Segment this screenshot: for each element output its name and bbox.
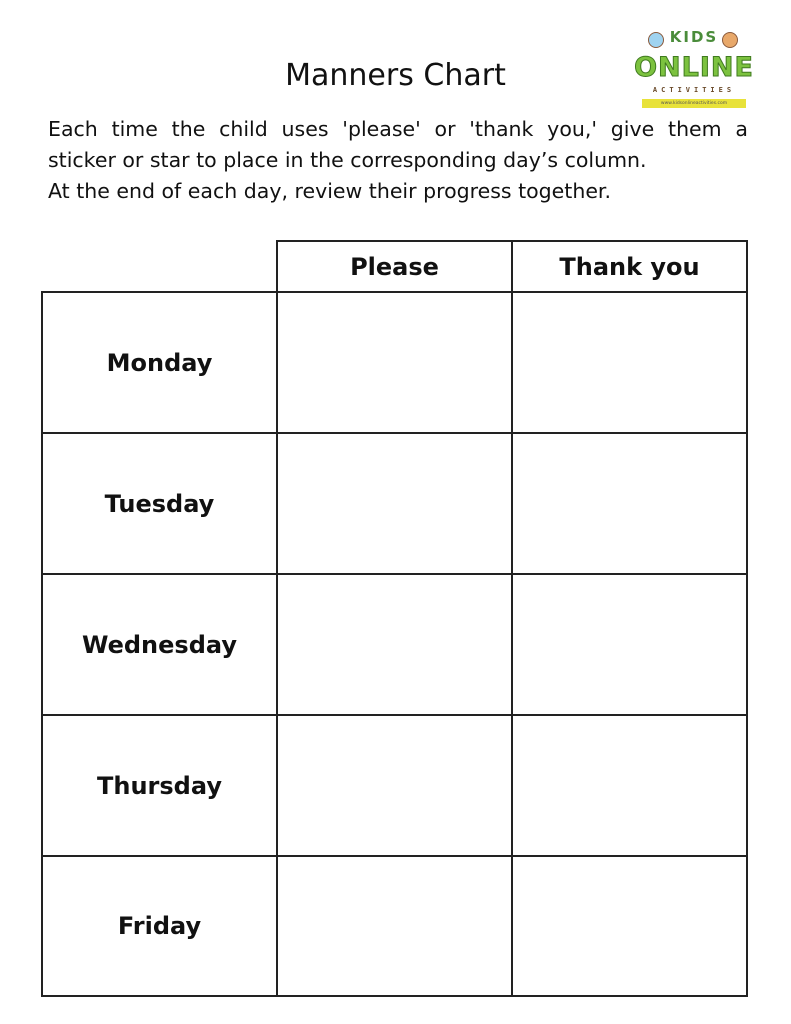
row-label-friday: Friday — [117, 912, 202, 940]
logo-url: www.kidsonlineactivities.com — [642, 99, 746, 108]
sticker-cell-tuesday-please — [278, 434, 511, 573]
instructions — [48, 114, 748, 207]
logo-kids-text: KIDS — [669, 28, 719, 46]
sticker-cell-friday-please — [278, 857, 511, 995]
column-header-thank-you: Thank you — [559, 252, 700, 281]
instructions-line: At the end of each day, review their progress together. — [48, 179, 611, 203]
sticker-cell-monday-thank-you — [513, 293, 746, 432]
kids-online-activities-logo — [634, 26, 754, 112]
sticker-cell-monday-please — [278, 293, 511, 432]
column-header-please: Please — [350, 252, 439, 281]
instructions-line: sticker or star to place in the corresponding day’s column. — [48, 148, 647, 172]
sticker-cell-wednesday-please — [278, 575, 511, 714]
instructions-line: Each time the child uses 'please' or 'thank you,' give them a — [48, 117, 748, 141]
grid-line — [41, 995, 748, 997]
sticker-cell-thursday-please — [278, 716, 511, 855]
logo-online-text: ONLINE — [634, 52, 754, 83]
logo-kids-row — [634, 26, 754, 50]
sticker-cell-tuesday-thank-you — [513, 434, 746, 573]
row-label-thursday: Thursday — [97, 771, 222, 800]
page-title: Manners Chart — [285, 58, 506, 93]
grid-line — [746, 240, 748, 997]
row-label-tuesday: Tuesday — [104, 489, 215, 518]
sticker-cell-friday-thank-you — [513, 857, 746, 995]
row-label-wednesday: Wednesday — [81, 630, 237, 659]
logo-online-row — [634, 52, 754, 84]
sticker-cell-thursday-thank-you — [513, 716, 746, 855]
logo-activities-text: ACTIVITIES — [652, 86, 736, 94]
row-label-monday: Monday — [106, 348, 213, 377]
child-face-icon — [648, 32, 664, 48]
sticker-cell-wednesday-thank-you — [513, 575, 746, 714]
child-face-icon — [722, 32, 738, 48]
